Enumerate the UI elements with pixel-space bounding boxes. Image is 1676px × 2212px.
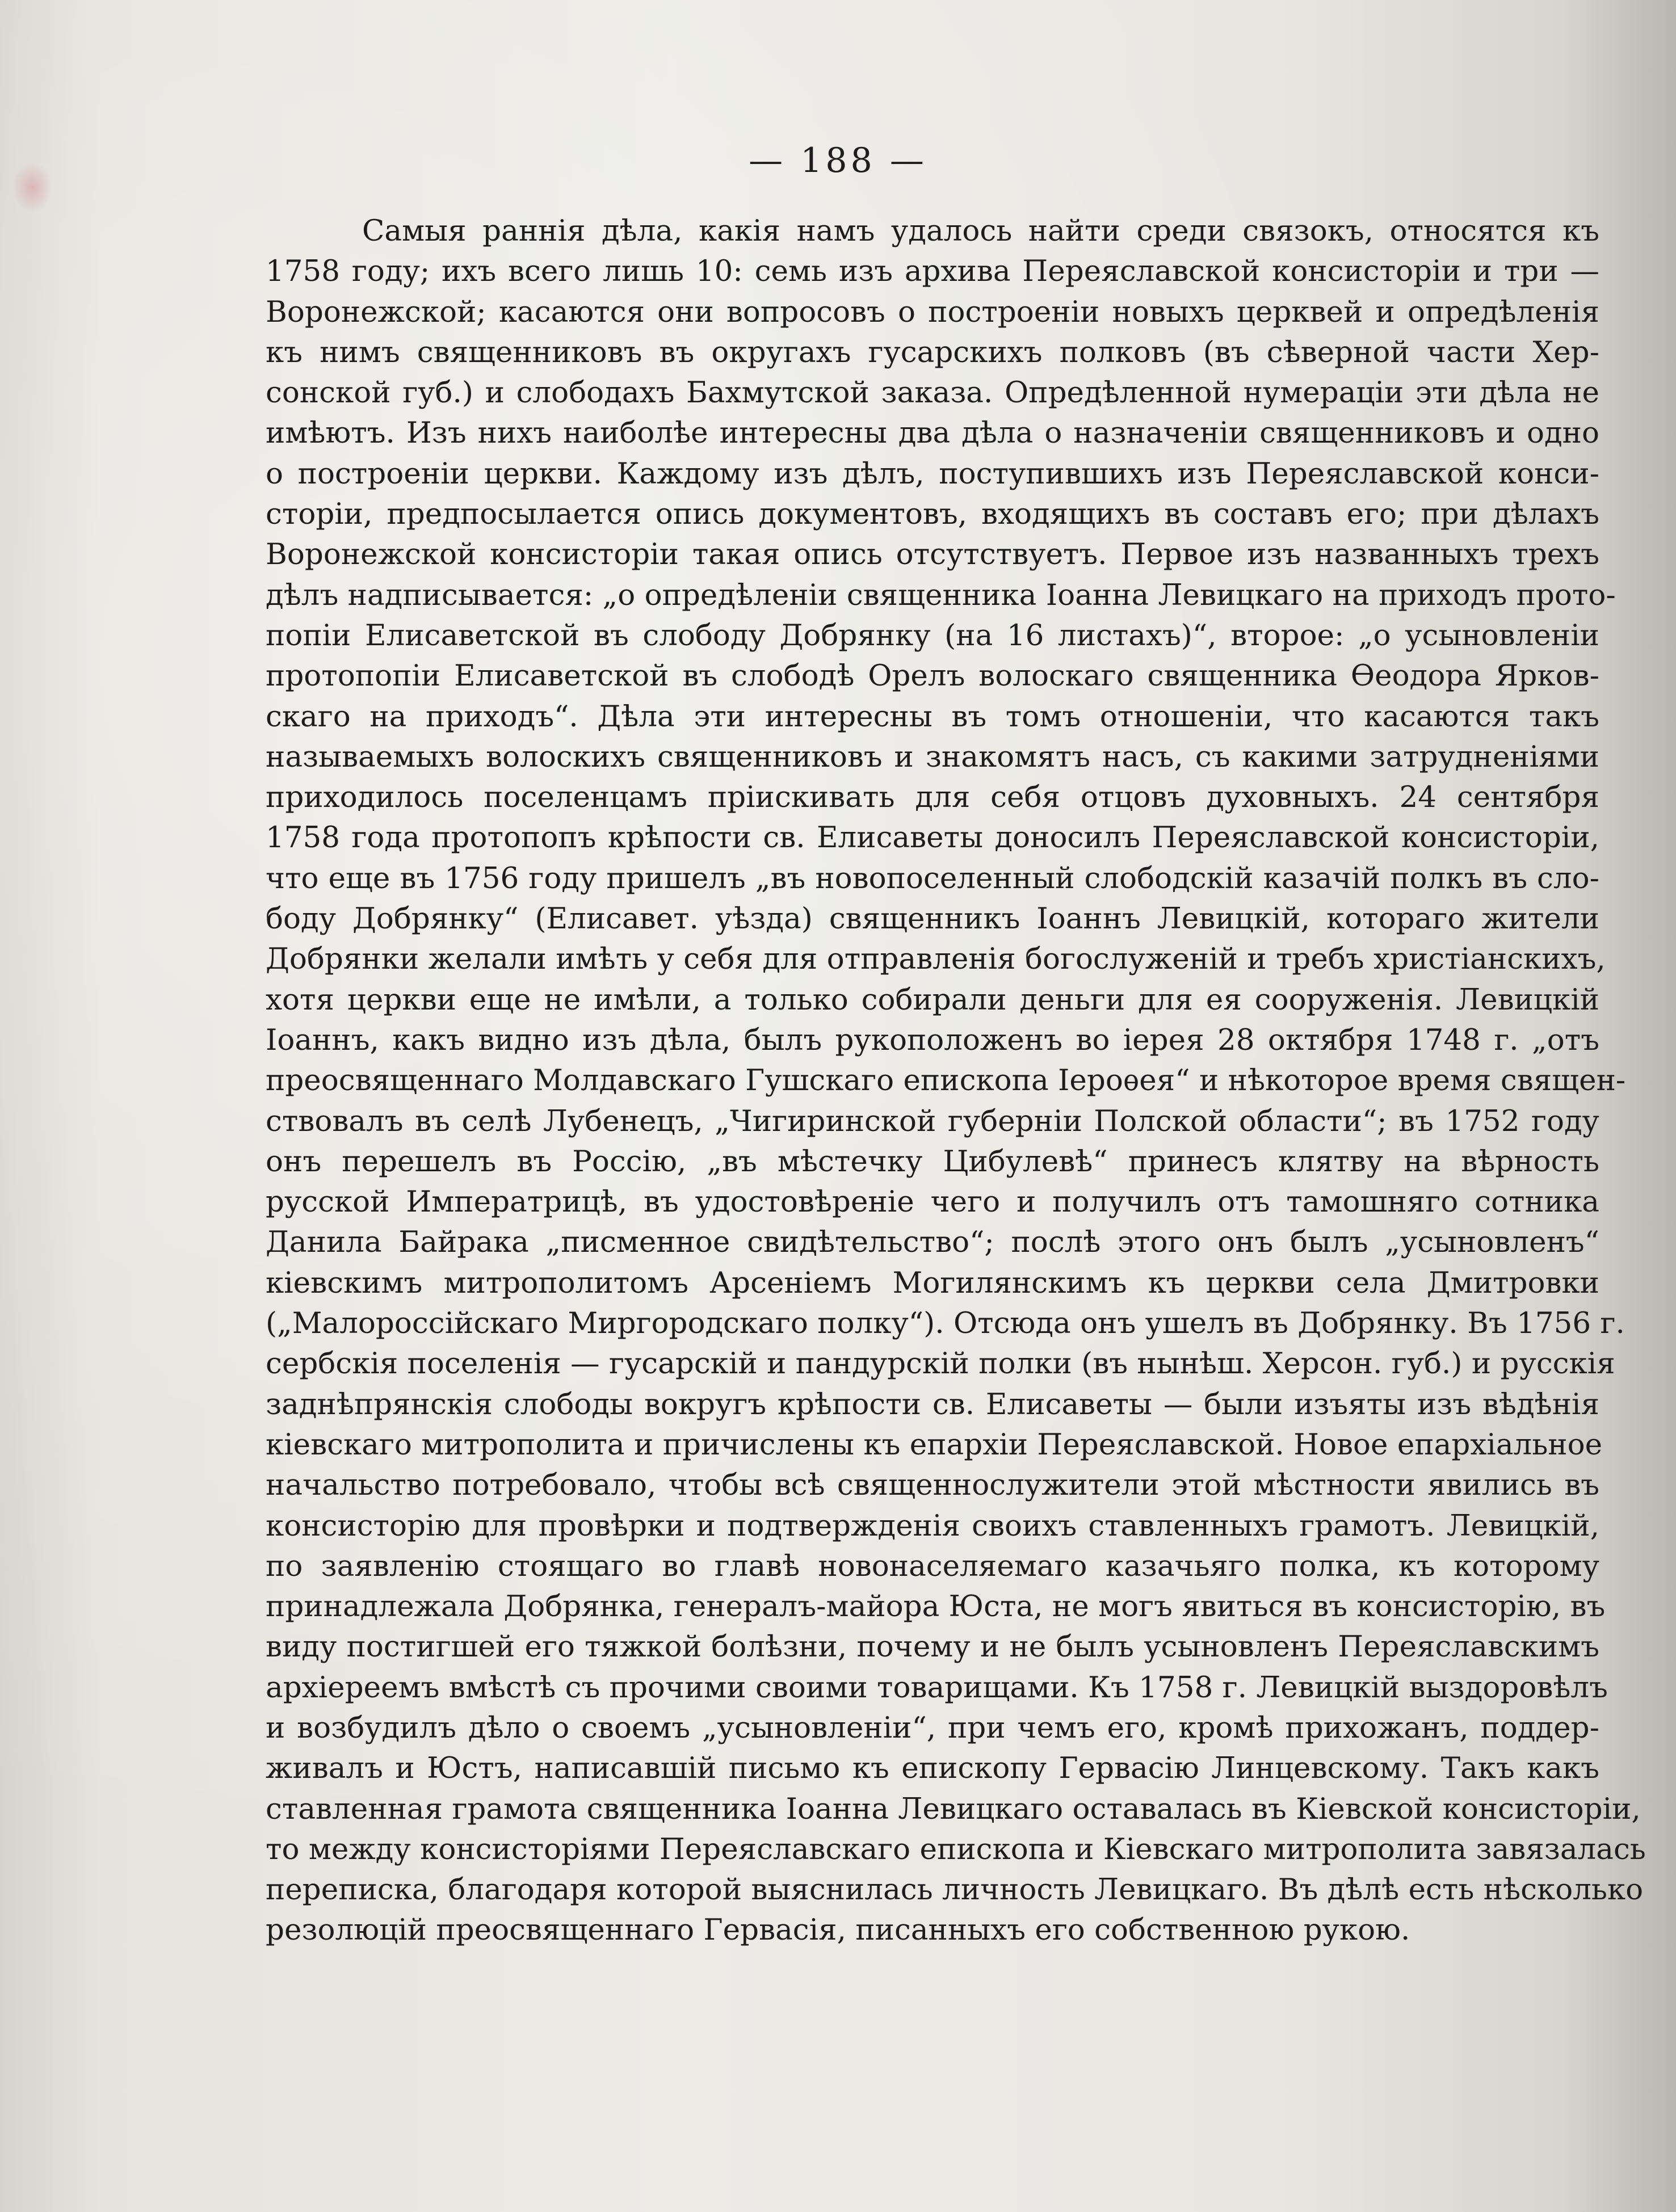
body-paragraph [266, 211, 1646, 1951]
text-line: консисторію для провѣрки и подтвержденія своихъ ставленныхъ грамотъ. Левицкій, [266, 1508, 1599, 1543]
text-line: Воронежской консисторіи такая опись отсутствуетъ. Первое изъ названныхъ трехъ [266, 537, 1599, 572]
text-line: ствовалъ въ селѣ Лубенецъ, „Чигиринской губерніи Полской области“; въ 1752 году [266, 1104, 1599, 1138]
text-line: кіевскимъ митрополитомъ Арсеніемъ Могилянскимъ къ церкви села Дмитровки [266, 1265, 1599, 1300]
text-line: 1758 года протопопъ крѣпости св. Елисаветы доносилъ Переяславской консисторіи, [266, 821, 1599, 855]
text-line: („Малороссійскаго Миргородскаго полку“). Отсюда онъ ушелъ въ Добрянку. Въ 1756 г. [266, 1306, 1625, 1341]
text-line: русской Императрицѣ, въ удостовѣреніе чего и получилъ отъ тамошняго сотника [266, 1185, 1599, 1219]
text-line: Самыя раннія дѣла, какія намъ удалось найти среди связокъ, относятся къ [362, 214, 1599, 248]
text-line: Данила Байрака „писменное свидѣтельство“; послѣ этого онъ былъ „усыновленъ“ [266, 1225, 1599, 1260]
page-number: — 188 — [749, 141, 927, 180]
text-line: скаго на приходъ“. Дѣла эти интересны въ томъ отношеніи, что касаются такъ [266, 699, 1599, 734]
text-line: и возбудилъ дѣло о своемъ „усыновленіи“, при чемъ его, кромѣ прихожанъ, поддер- [266, 1710, 1599, 1745]
text-line: боду Добрянку“ (Елисавет. уѣзда) священникъ Іоаннъ Левицкій, котораго жители [266, 902, 1599, 936]
text-line: кіевскаго митрополита и причислены къ епархіи Переяславской. Новое епархіальное [266, 1427, 1603, 1462]
text-line: преосвященнаго Молдавскаго Гушскаго епископа Іероѳея“ и нѣкоторое время священ- [266, 1063, 1626, 1098]
text-line: Воронежской; касаются они вопросовъ о построеніи новыхъ церквей и опредѣленія [266, 295, 1599, 329]
text-line: начальство потребовало, чтобы всѣ священнослужители этой мѣстности явились въ [266, 1468, 1599, 1503]
text-line: дѣлъ надписывается: „о опредѣленіи священника Іоанна Левицкаго на приходъ прото- [266, 578, 1616, 612]
text-line: къ нимъ священниковъ въ округахъ гусарскихъ полковъ (въ сѣверной части Хер- [266, 335, 1599, 369]
text-line: ставленная грамота священника Іоанна Левицкаго оставалась въ Кіевской консисторіи, [266, 1792, 1641, 1826]
text-line: о построеніи церкви. Каждому изъ дѣлъ, поступившихъ изъ Переяславской конси- [266, 456, 1599, 491]
text-line: имѣютъ. Изъ нихъ наиболѣе интересны два дѣла о назначеніи священниковъ и одно [266, 416, 1599, 451]
text-line: переписка, благодаря которой выяснилась личность Левицкаго. Въ дѣлѣ есть нѣсколько [266, 1873, 1644, 1907]
text-line: сербскія поселенія — гусарскій и пандурскій полки (въ нынѣш. Херсон. губ.) и русскія [266, 1347, 1615, 1381]
text-line: живалъ и Юстъ, написавшій письмо къ епископу Гервасію Линцевскому. Такъ какъ [266, 1751, 1599, 1786]
text-line: что еще въ 1756 году пришелъ „въ новопоселенный слободскій казачій полкъ въ сло- [266, 861, 1599, 895]
text-line: онъ перешелъ въ Россію, „въ мѣстечку Цибулевѣ“ принесъ клятву на вѣрность [266, 1144, 1599, 1179]
text-line: Іоаннъ, какъ видно изъ дѣла, былъ рукоположенъ во іерея 28 октября 1748 г. „отъ [266, 1023, 1599, 1057]
text-line: Добрянки желали имѣть у себя для отправленія богослуженій и требъ христіанскихъ, [266, 942, 1606, 977]
text-line: резолюцій преосвященнаго Гервасія, писанныхъ его собственною рукою. [266, 1913, 1410, 1948]
text-line: попіи Елисаветской въ слободу Добрянку (на 16 листахъ)“, второе: „о усыновленіи [266, 618, 1599, 653]
text-line: архіереемъ вмѣстѣ съ прочими своими товарищами. Къ 1758 г. Левицкій выздоровѣлъ [266, 1670, 1608, 1705]
text-line: сонской губ.) и слободахъ Бахмутской заказа. Опредѣленной нумераціи эти дѣла не [266, 376, 1599, 410]
text-line: по заявленію стоящаго во главѣ новонаселяемаго казачьяго полка, къ которому [266, 1549, 1599, 1583]
text-line: 1758 году; ихъ всего лишь 10: семь изъ архива Переяславской консисторіи и три — [266, 254, 1599, 289]
text-line: то между консисторіями Переяславскаго епископа и Кіевскаго митрополита завязалась [266, 1832, 1646, 1866]
text-line: приходилось поселенцамъ пріискивать для себя отцовъ духовныхъ. 24 сентября [266, 780, 1599, 815]
text-line: называемыхъ волоскихъ священниковъ и знакомятъ насъ, съ какими затрудненіями [266, 739, 1599, 774]
text-line: заднѣпрянскія слободы вокругъ крѣпости св. Елисаветы — были изъяты изъ вѣдѣнія [266, 1387, 1599, 1422]
text-line: виду постигшей его тяжкой болѣзни, почему и не былъ усыновленъ Переяславскимъ [266, 1630, 1599, 1664]
text-line: принадлежала Добрянка, генералъ-майора Юста, не могъ явиться въ консисторію, въ [266, 1589, 1606, 1624]
text-line: хотя церкви еще не имѣли, а только собирали деньги для ея сооруженія. Левицкій [266, 982, 1599, 1017]
text-line: сторіи, предпосылается опись документовъ, входящихъ въ составъ его; при дѣлахъ [266, 497, 1599, 532]
text-line: протопопіи Елисаветской въ слободѣ Орелъ волоскаго священника Ѳеодора Ярков- [266, 659, 1599, 693]
